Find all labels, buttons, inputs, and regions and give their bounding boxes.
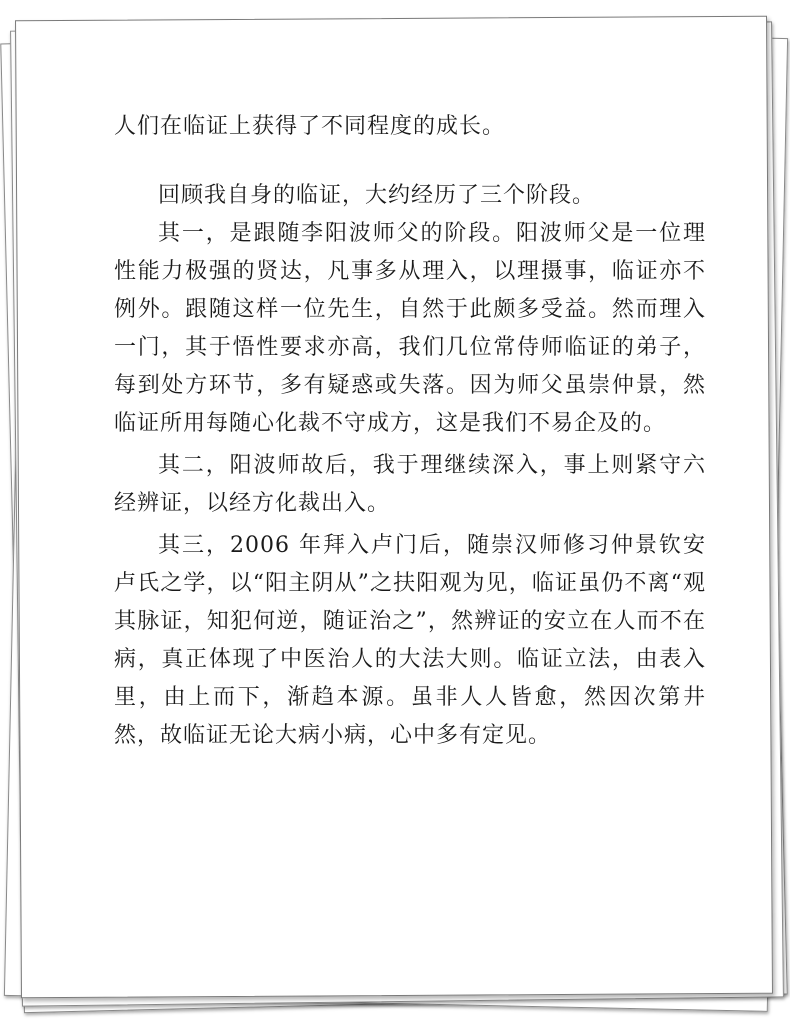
page-body (114, 108, 706, 755)
paragraph-stage-one: 其一，是跟随李阳波师父的阶段。阳波师父是一位理性能力极强的贤达，凡事多从理入，以理摄事，临证亦不例外。跟随这样一位先生，自然于此颇多受益。然而理入一门，其于悟性要求亦高，我们几位常侍师临证的弟子，每到处方环节，多有疑惑或失落。因为师父虽崇仲景，然临证所用每随心化裁不守成方，这是我们不易企及的。 (114, 221, 706, 436)
paragraph-stage-two: 其二，阳波师故后，我于理继续深入，事上则紧守六经辨证，以经方化裁出入。 (114, 453, 706, 516)
paragraph-stage-three: 其三，2006 年拜入卢门后，随崇汉师修习仲景钦安卢氏之学，以“阳主阴从”之扶阳观为见，临证虽仍不离“观其脉证，知犯何逆，随证治之”，然辨证的安立在人而不在病，真正体现了中医治人的大法大则。临证立法，由表入里，由上而下，渐趋本源。虽非人人皆愈，然因次第井然，故临证无论大病小病，心中多有定见。 (114, 533, 706, 748)
paragraph-intro: 回顾我自身的临证，大约经历了三个阶段。 (158, 183, 596, 208)
paragraph-continuation: 人们在临证上获得了不同程度的成长。 (114, 114, 506, 139)
